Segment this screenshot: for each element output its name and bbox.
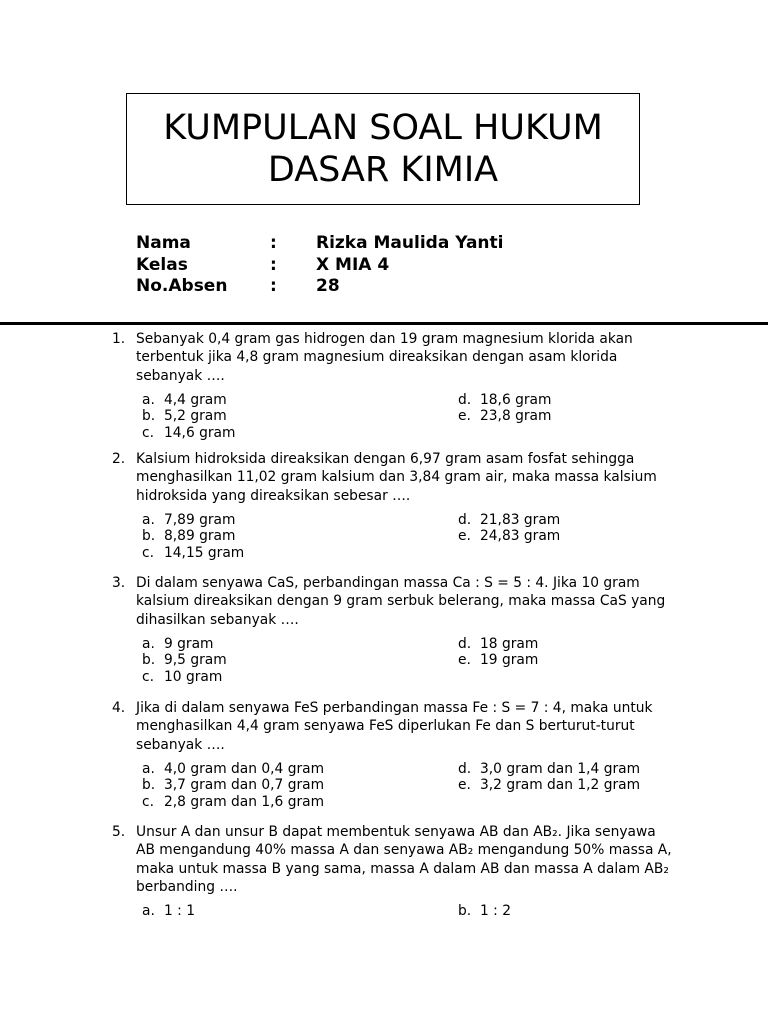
option-letter: b. [142,408,156,425]
identity-block [136,233,504,298]
option-text: 21,83 gram [480,511,561,528]
option-text: 4,0 gram dan 0,4 gram [164,760,325,777]
option-text: 3,2 gram dan 1,2 gram [480,777,641,794]
option-e [458,652,538,669]
option-e [458,528,560,545]
option-letter: b. [142,652,156,669]
option-c [142,425,235,442]
option-text: 1 : 2 [480,903,511,920]
option-a [142,761,324,778]
option-text: 18 gram [480,635,539,652]
identity-row-absen [136,276,504,298]
title-line-1: KUMPULAN SOAL HUKUM [163,108,603,148]
absen-colon: : [270,276,277,296]
title-box [126,93,640,205]
question-number: 4. [112,700,126,716]
option-letter: c. [142,668,154,685]
option-letter: a. [142,635,155,652]
question-text: Di dalam senyawa CaS, perbandingan massa Ca : S = 5 : 4. Jika 10 gram kalsium direaksikan dengan 9 gram serbuk belerang, maka massa CaS yang dihasilkan sebanyak …. [136,575,666,628]
name-colon: : [270,233,277,253]
question-4 [0,699,768,810]
option-text: 19 gram [480,652,539,669]
option-letter: d. [458,391,472,408]
question-text: Sebanyak 0,4 gram gas hidrogen dan 19 gram magnesium klorida akan terbentuk jika 4,8 gram magnesium direaksikan dengan asam klorida sebanyak …. [136,331,633,384]
option-letter: e. [458,528,471,545]
class-colon: : [270,254,277,275]
absen-value: 28 [316,276,340,296]
option-c [142,545,244,562]
option-letter: b. [142,777,156,794]
identity-row-class [136,255,504,277]
option-letter: a. [142,511,155,528]
option-letter: c. [142,793,154,810]
option-text: 23,8 gram [480,408,552,425]
absen-label: No.Absen [136,276,228,296]
option-letter: b. [458,903,472,920]
question-2 [0,450,768,561]
class-value: X MIA 4 [316,254,390,275]
horizontal-divider [0,322,768,325]
question-number: 3. [112,575,126,591]
option-text: 2,8 gram dan 1,6 gram [164,793,325,810]
option-a [142,636,214,653]
title-line-2: DASAR KIMIA [267,150,499,190]
question-1 [0,330,768,441]
option-text: 1 : 1 [164,903,195,920]
option-d [458,636,538,653]
option-letter: e. [458,408,471,425]
option-letter: c. [142,424,154,441]
option-letter: c. [142,544,154,561]
option-c [142,794,324,811]
option-e [458,408,551,425]
option-b [142,777,324,794]
option-letter: a. [142,903,155,920]
option-letter: e. [458,652,471,669]
option-text: 18,6 gram [480,391,552,408]
option-letter: a. [142,391,155,408]
option-text: 9,5 gram [164,652,227,669]
option-text: 10 gram [164,668,223,685]
option-d [458,392,551,409]
question-number: 1. [112,331,126,347]
class-label: Kelas [136,254,188,275]
option-letter: d. [458,760,472,777]
option-letter: d. [458,511,472,528]
question-3 [0,574,768,685]
option-text: 8,89 gram [164,528,236,545]
option-b [142,652,227,669]
option-text: 3,7 gram dan 0,7 gram [164,777,325,794]
question-number: 5. [112,824,126,840]
question-text: Jika di dalam senyawa FeS perbandingan massa Fe : S = 7 : 4, maka untuk menghasilkan 4,4 gram senyawa FeS diperlukan Fe dan S berturut-turut sebanyak …. [136,700,653,753]
option-text: 5,2 gram [164,408,227,425]
option-text: 14,15 gram [164,544,245,561]
option-text: 14,6 gram [164,424,236,441]
option-d [458,761,640,778]
option-letter: b. [142,528,156,545]
option-e [458,777,640,794]
option-c [142,669,222,686]
option-a [142,903,195,920]
option-text: 9 gram [164,635,214,652]
option-b [142,528,235,545]
question-text: Unsur A dan unsur B dapat membentuk senyawa AB dan AB₂. Jika senyawa AB mengandung 40% massa A dan senyawa AB₂ mengandung 50% massa A, maka untuk massa B yang sama, massa A dalam AB dan massa A dalam AB₂ berbanding …. [136,824,672,895]
option-text: 7,89 gram [164,511,236,528]
option-text: 3,0 gram dan 1,4 gram [480,760,641,777]
question-text: Kalsium hidroksida direaksikan dengan 6,97 gram asam fosfat sehingga menghasilkan 11,02 gram kalsium dan 3,84 gram air, maka massa kalsium hidroksida yang direaksikan sebesar …. [136,451,657,504]
option-b [142,408,227,425]
identity-row-name [136,233,504,255]
option-a [142,392,227,409]
option-letter: d. [458,635,472,652]
name-value: Rizka Maulida Yanti [316,233,504,253]
option-d [458,512,560,529]
option-a [142,512,235,529]
option-letter: e. [458,777,471,794]
option-text: 24,83 gram [480,528,561,545]
option-letter: a. [142,760,155,777]
question-number: 2. [112,451,126,467]
question-5 [0,823,768,920]
option-text: 4,4 gram [164,391,227,408]
name-label: Nama [136,233,191,253]
option-b [458,903,511,920]
